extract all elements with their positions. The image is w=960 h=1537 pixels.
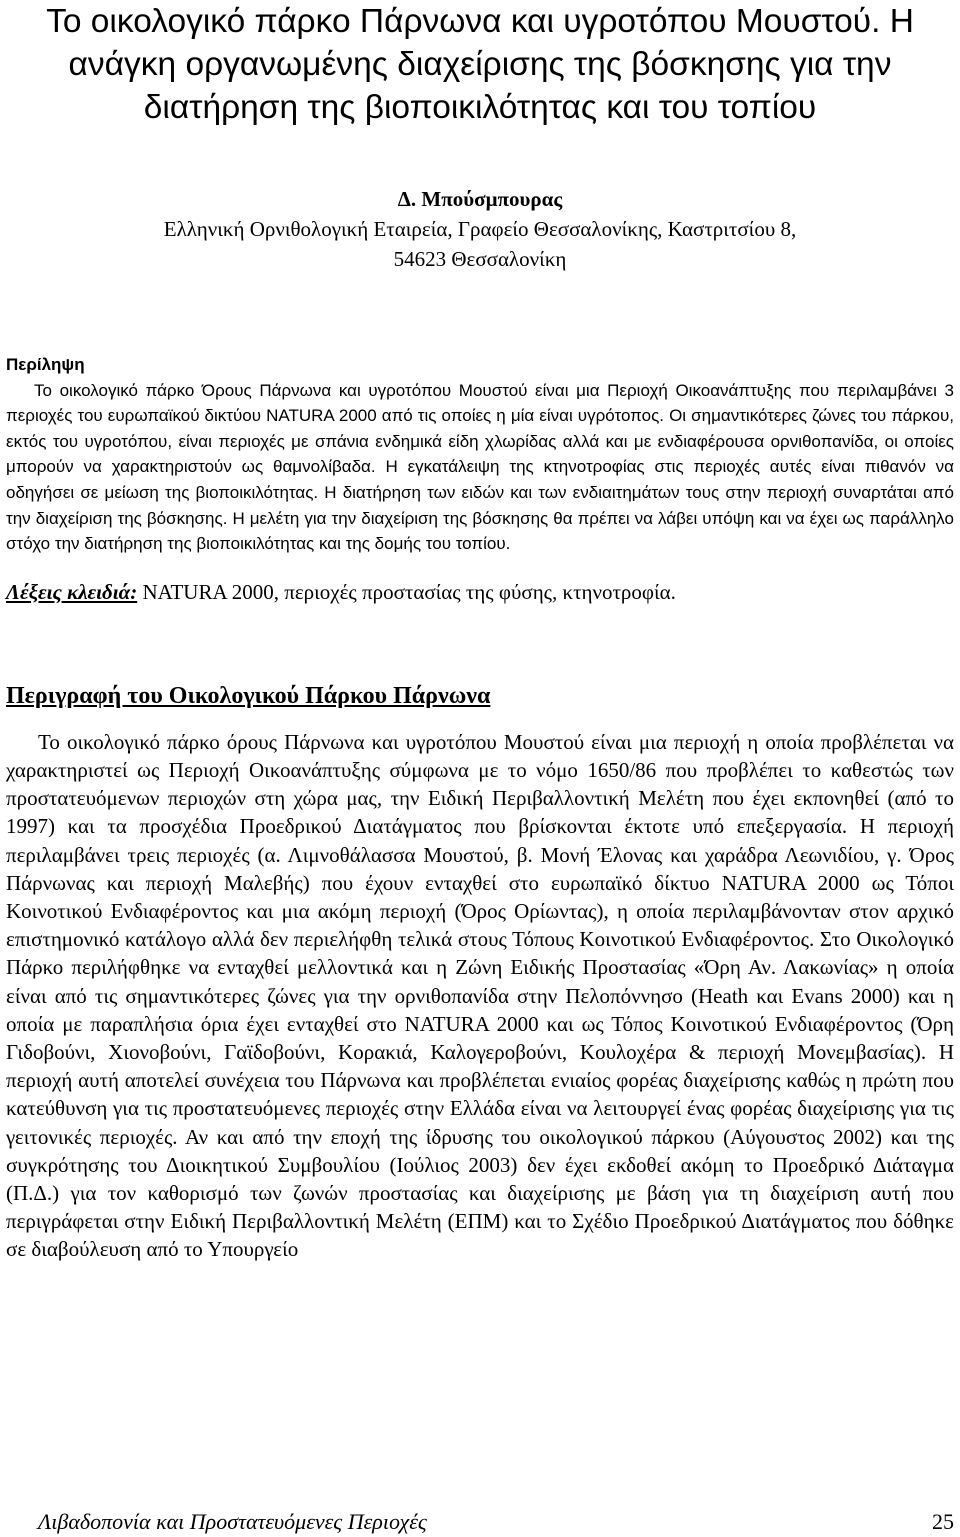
abstract-text: Το οικολογικό πάρκο Όρους Πάρνωνα και υγροτόπου Μουστού είναι μια Περιοχή Οικοανάπτυξης που περιλαμβάνει 3 περιοχές του ευρωπαϊκού δικτύου NATURA 2000 από τις οποίες η μία είναι υγρότοπος. Οι σημαντικότερες ζώνες του πάρκου, εκτός του υγροτόπου, είναι περιοχές με σπάνια ενδημικά είδη χλωρίδας αλλά και με ενδιαφέρουσα ορνιθοπανίδα, οι οποίες μπορούν να χαρακτηριστούν ως θαμνολίβαδα. Η εγκατάλειψη της κτηνοτροφίας στις περιοχές αυτές είναι πιθανόν να οδηγήσει σε μείωση της βιοποικιλότητας. Η διατήρηση των ειδών και των ενδιαιτημάτων τους στην περιοχή συναρτάται από την διαχείριση της βόσκησης. Η μελέτη για την διαχείριση της βόσκησης θα πρέπει να λάβει υπόψη και να έχει ως παράλληλο στόχο την διατήρηση της βιοποικιλότητας και της δομής του τοπίου. [6, 380, 954, 554]
abstract-heading: Περίληψη [6, 355, 85, 374]
author-city: 54623 Θεσσαλονίκη [393, 247, 567, 271]
author-name: Δ. Μπούσμπουρας [397, 187, 563, 211]
author-affiliation: Ελληνική Ορνιθολογική Εταιρεία, Γραφείο Θεσσαλονίκης, Καστριτσίου 8, [163, 217, 797, 241]
section-heading: Περιγραφή του Οικολογικού Πάρκου Πάρνωνα [6, 682, 491, 709]
section-body-text: Το οικολογικό πάρκο όρους Πάρνωνα και υγροτόπου Μουστού είναι μια περιοχή η οποία προβλέπεται να χαρακτηριστεί ως Περιοχή Οικοανάπτυξης σύμφωνα με το νόμο 1650/86 που προβλέπει το καθεστώς των προστατευόμενων περιοχών στη χώρα μας, την Ειδική Περιβαλλοντική Μελέτη που έχει εκπονηθεί (από το 1997) και τα προσχέδια Προεδρικού Διατάγματος που βρίσκονται έκτοτε υπό επεξεργασία. Η περιοχή περιλαμβάνει τρεις περιοχές (α. Λιμνοθάλασσα Μουστού, β. Μονή Έλονας και χαράδρα Λεωνιδίου, γ. Όρος Πάρνωνας και περιοχή Μαλεβής) που έχουν ενταχθεί στο ευρωπαϊκό δίκτυο NATURA 2000 ως Τόποι Κοινοτικού Ενδιαφέροντος και μια ακόμη περιοχή (Όρος Ορίωντας), η οποία περιλαμβάνονταν στον αρχικό επιστημονικό κατάλογο αλλά δεν περιελήφθη τελικά στους Τόπους Κοινοτικού Ενδιαφέροντος. Στο Οικολογικό Πάρκο περιλήφθηκε να ενταχθεί μελλοντικά και η Ζώνη Ειδικής Προστασίας «Όρη Αν. Λακωνίας» η οποία είναι από τις σημαντικότερες ζώνες για την ορνιθοπανίδα στην Πελοπόννησο (Heath και Evans 2000) και η οποία με παραπλήσια όρια έχει ενταχθεί στο NATURA 2000 και ως Τόπος Κοινοτικού Ενδιαφέροντος (Όρη Γιδοβούνι, Χιονοβούνι, Γαϊδοβούνι, Κορακιά, Καλογεροβούνι, Κουλοχέρα & περιοχή Μονεμβασίας). Η περιοχή αυτή αποτελεί συνέχεια του Πάρνωνα και προβλέπεται ενιαίος φορέας διαχείρισης καθώς η πρώτη που κατεύθυνση για τις προστατευόμενες περιοχές στην Ελλάδα είναι να λειτουργεί ένας φορέας διαχείρισης για τις γειτονικές περιοχές. Αν και από την εποχή της ίδρυσης του οικολογικού πάρκου (Αύγουστος 2002) και της συγκρότησης του Διοικητικού Συμβουλίου (Ιούλιος 2003) δεν έχει εκδοθεί ακόμη το Προεδρικό Διάταγμα (Π.Δ.) για τον καθορισμό των ζωνών προστασίας και διαχείρισης με βάση για τη διαχείριση αυτή που περιγράφεται στην Ειδική Περιβαλλοντική Μελέτη (ΕΠΜ) και το Σχέδιο Προεδρικού Διατάγματος που δόθηκε σε διαβούλευση από το Υπουργείο [6, 729, 954, 1262]
keywords-label: Λέξεις κλειδιά: [6, 579, 138, 604]
abstract-section [6, 352, 954, 557]
paper-title: Το οικολογικό πάρκο Πάρνωνα και υγροτόπου Μουστού. Η ανάγκη οργανωμένης διαχείρισης της βόσκησης για την διατήρηση της βιοποικιλότητας και του τοπίου [46, 3, 914, 126]
footer-page-number: 25 [932, 1509, 954, 1534]
keywords-line [6, 578, 954, 606]
page-footer [38, 1508, 954, 1536]
keywords-text: NATURA 2000, περιοχές προστασίας της φύσης, κτηνοτροφία. [137, 579, 676, 604]
author-block [6, 184, 954, 274]
footer-running-title: Λιβαδοπονία και Προστατευόμενες Περιοχές [38, 1509, 427, 1534]
